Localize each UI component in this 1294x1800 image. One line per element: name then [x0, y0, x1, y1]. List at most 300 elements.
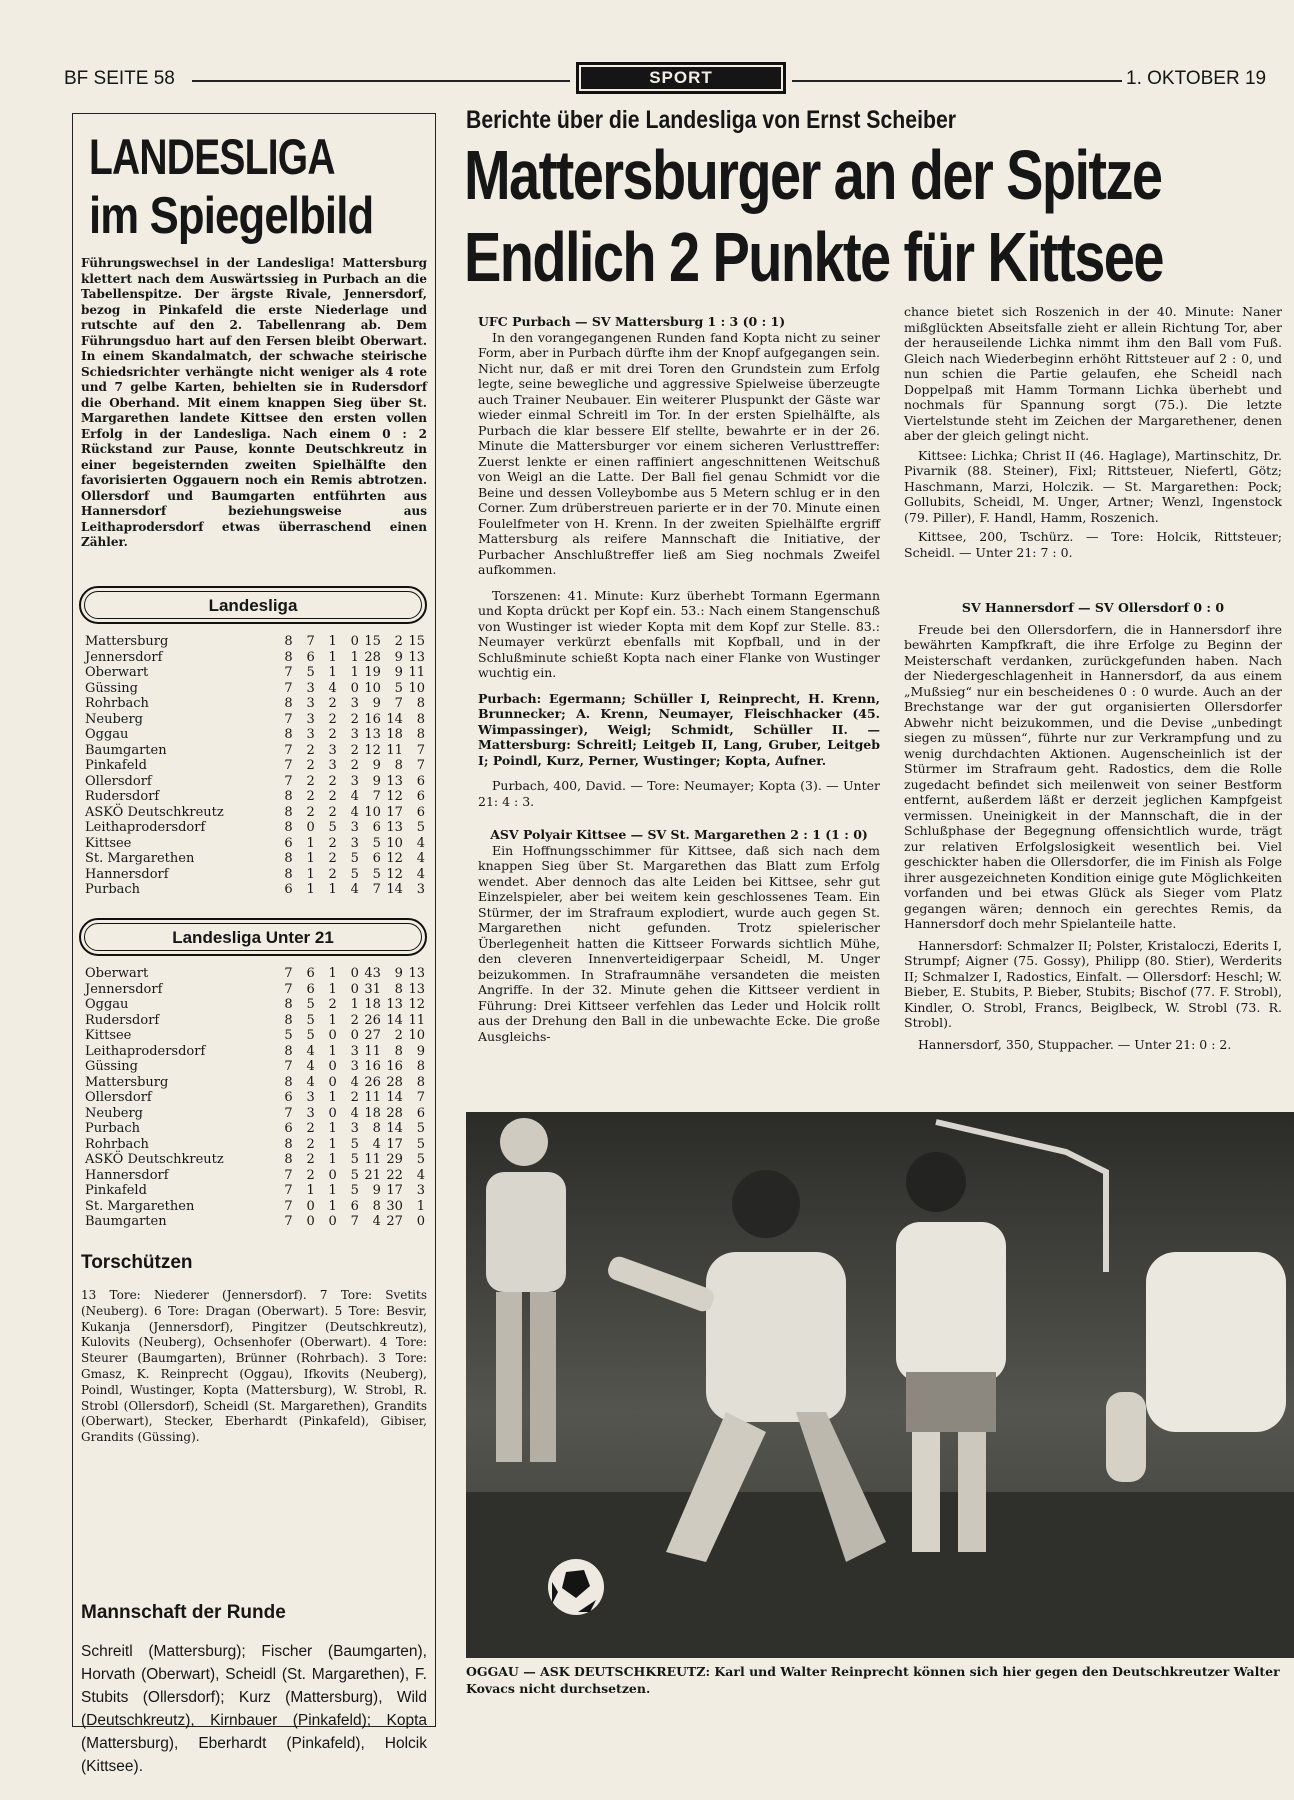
stat-cell: 8 [284, 727, 293, 742]
stat-cell: 1 [350, 665, 359, 680]
stat-cell: 1 [350, 649, 359, 665]
stat-cell: 8 [284, 649, 293, 665]
stat-cell: 13 [386, 773, 403, 789]
table-row [85, 836, 425, 852]
stat-cell: 7 [284, 981, 293, 997]
stat-cell: 4 [372, 1136, 381, 1152]
stat-cell: 3 [416, 1183, 425, 1198]
stat-cell: 1 [328, 1090, 337, 1105]
stat-cell: 4 [416, 1167, 425, 1183]
page-label: BF SEITE 58 [64, 68, 175, 89]
stat-cell: 1 [328, 1183, 337, 1198]
stat-cell: 3 [416, 882, 425, 897]
stat-cell: 5 [372, 835, 381, 851]
team-name-cell: Rohrbach [85, 696, 149, 711]
stat-cell: 2 [306, 773, 315, 789]
stat-cell: 8 [284, 1043, 293, 1059]
stat-cell: 16 [386, 1059, 403, 1074]
stat-cell: 7 [284, 1059, 293, 1074]
stat-cell: 2 [350, 1012, 359, 1028]
photo-caption: OGGAU — ASK DEUTSCHKREUTZ: Karl und Walter Reinprecht können sich hier gegen den Deutschkreutzer Walter Kovacs nicht durchsetzen. [466, 1664, 1280, 1696]
table-row [85, 851, 425, 867]
sidebar-title-line2: im Spiegelbild [89, 187, 374, 245]
table-row [85, 1121, 425, 1137]
stat-cell: 2 [306, 758, 315, 773]
stat-cell: 5 [416, 1152, 425, 1167]
table-row [85, 867, 425, 883]
stat-cell: 12 [386, 851, 403, 866]
stat-cell: 1 [328, 665, 337, 680]
stat-cell: 28 [386, 1105, 403, 1121]
stat-cell: 6 [306, 981, 315, 997]
stat-cell: 3 [306, 1105, 315, 1121]
stat-cell: 15 [364, 634, 381, 649]
stat-cell: 1 [306, 835, 315, 851]
stat-cell: 3 [350, 696, 359, 711]
stat-cell: 2 [328, 789, 337, 804]
table-row [85, 882, 425, 898]
stat-cell: 17 [386, 1136, 403, 1152]
team-name-cell: ASKÖ Deutschkreutz [85, 1152, 224, 1167]
team-name-cell: Ollersdorf [85, 1090, 152, 1105]
stat-cell: 1 [306, 851, 315, 866]
spacer [478, 578, 880, 588]
match3-title: SV Hannersdorf — SV Ollersdorf 0 : 0 [961, 600, 1225, 615]
stat-cell: 5 [328, 820, 337, 835]
table-row [85, 681, 425, 697]
stat-cell: 6 [416, 773, 425, 789]
team-name-cell: Hannersdorf [85, 866, 169, 882]
stat-cell: 5 [306, 997, 315, 1012]
stat-cell: 3 [350, 1121, 359, 1136]
team-name-cell: Mattersburg [85, 634, 169, 649]
stat-cell: 5 [350, 1167, 359, 1183]
stat-cell: 1 [328, 1012, 337, 1028]
stat-cell: 3 [350, 835, 359, 851]
stat-cell: 1 [328, 882, 337, 897]
stat-cell: 6 [284, 835, 293, 851]
u21-standings-table [85, 966, 425, 1230]
stat-cell: 27 [364, 1028, 381, 1043]
team-name-cell: Kittsee [85, 835, 132, 851]
stat-cell: 1 [328, 1152, 337, 1167]
table-row [85, 966, 425, 982]
article-kicker: Berichte über die Landesliga von Ernst Scheiber [466, 106, 957, 134]
stat-cell: 4 [306, 1074, 315, 1090]
team-name-cell: Güssing [85, 680, 138, 696]
stat-cell: 14 [386, 1012, 403, 1028]
sidebar-intro: Führungswechsel in der Landesliga! Mattersburg klettert nach dem Auswärtssieg in Purbach an die Tabellenspitze. Der ärgste Rivale, Jennersdorf, bezog in Pinkafeld die erste Niederlage und rutschte auf den 2. Tabellenrang ab. Dem Führungsduo hart auf den Fersen bleibt Oberwart. In einem Skandalmatch, der schwache steirische Schiedsrichter verhängte nicht weniger als 4 rote und 7 gelbe Karten, behielten sie in Rudersdorf die Oberhand. Mit einem knappen Sieg über St. Margarethen landete Kittsee den ersten vollen Erfolg in der Landesliga. Nach einem 0 : 2 Rückstand zur Pause, konnte Deutschkreutz in einer begeisternden zweiten Spielhälfte den favorisierten Oggauern noch ein Remis abtrotzen. Ollersdorf und Baumgarten entführten aus Hannersdorf beziehungsweise aus Leithaprodersdorf etwas überraschend einen Zähler. [81, 256, 427, 549]
table-row [85, 1106, 425, 1122]
team-of-round-title: Mannschaft der Runde [81, 1602, 286, 1623]
stat-cell: 0 [306, 1214, 315, 1229]
stat-cell: 11 [386, 742, 403, 758]
team-name-cell: Pinkafeld [85, 758, 147, 773]
stat-cell: 2 [328, 851, 337, 866]
stat-cell: 11 [364, 1090, 381, 1105]
team-name-cell: St. Margarethen [85, 1198, 195, 1214]
stat-cell: 9 [416, 1043, 425, 1059]
stat-cell: 8 [394, 758, 403, 773]
spacer [478, 681, 880, 691]
stat-cell: 0 [350, 966, 359, 981]
stat-cell: 18 [364, 1105, 381, 1121]
stat-cell: 1 [328, 1043, 337, 1059]
table-row [85, 1199, 425, 1215]
stat-cell: 8 [416, 696, 425, 711]
stat-cell: 14 [386, 1090, 403, 1105]
stat-cell: 7 [284, 966, 293, 981]
stat-cell: 2 [350, 758, 359, 773]
article-column-1 [478, 314, 880, 1044]
stat-cell: 30 [386, 1198, 403, 1214]
stat-cell: 3 [350, 820, 359, 835]
stat-cell: 26 [364, 1074, 381, 1090]
stat-cell: 8 [284, 634, 293, 649]
stat-cell: 9 [372, 1183, 381, 1198]
stat-cell: 5 [306, 1028, 315, 1043]
team-name-cell: Ollersdorf [85, 773, 152, 789]
stat-cell: 3 [306, 727, 315, 742]
stat-cell: 2 [350, 711, 359, 727]
stat-cell: 28 [364, 649, 381, 665]
stat-cell: 7 [284, 665, 293, 680]
match1-goals: Torszenen: 41. Minute: Kurz überhebt Tormann Egermann und Kopta drückt per Kopf ein. 53.: Nach einem Stangenschuß von Wustinger ist wieder Kopta mit dem Kopf zur Stelle. 83.: Neumayer verkürzt ebenfalls mit Kopfball, und in der Schlußminute schießt Kopta nach einer Flanke von Wustinger wuchtig ein. [478, 587, 880, 680]
stat-cell: 0 [350, 981, 359, 997]
stat-cell: 7 [284, 1183, 293, 1198]
section-label-box [576, 62, 786, 94]
stat-cell: 1 [328, 634, 337, 649]
match-photo-graphic [466, 1112, 1294, 1658]
stat-cell: 9 [394, 649, 403, 665]
stat-cell: 10 [408, 1028, 425, 1043]
table-row [85, 820, 425, 836]
stat-cell: 0 [306, 820, 315, 835]
stat-cell: 4 [328, 680, 337, 696]
stat-cell: 3 [306, 680, 315, 696]
stat-cell: 6 [350, 1198, 359, 1214]
table-row [85, 1013, 425, 1029]
stat-cell: 8 [416, 1059, 425, 1074]
stat-cell: 8 [284, 866, 293, 882]
stat-cell: 0 [350, 634, 359, 649]
stat-cell: 0 [350, 1028, 359, 1043]
stat-cell: 4 [350, 1105, 359, 1121]
team-name-cell: Rudersdorf [85, 1012, 160, 1028]
stat-cell: 16 [364, 1059, 381, 1074]
team-name-cell: Jennersdorf [85, 981, 163, 997]
stat-cell: 18 [364, 997, 381, 1012]
stat-cell: 2 [306, 742, 315, 758]
stat-cell: 9 [394, 966, 403, 981]
stat-cell: 11 [364, 1152, 381, 1167]
stat-cell: 3 [306, 711, 315, 727]
stat-cell: 2 [328, 727, 337, 742]
stat-cell: 0 [328, 1105, 337, 1121]
stat-cell: 4 [372, 1214, 381, 1229]
stat-cell: 5 [350, 1183, 359, 1198]
stat-cell: 16 [364, 711, 381, 727]
team-name-cell: Rudersdorf [85, 789, 160, 804]
team-name-cell: Pinkafeld [85, 1183, 147, 1198]
match1-lineups: Purbach: Egermann; Schüller I, Reinprecht, H. Krenn, Brunnecker; A. Krenn, Neumayer, Fleischhacker (45. Wimpassinger), Weigl; Schmidt, Schüller II. — Mattersburg: Schreitl; Leitgeb II, Lang, Gruber, Leitgeb I; Poindl, Kurz, Perner, Wustinger; Kopta, Aufner. [478, 690, 880, 768]
table-row [85, 712, 425, 728]
team-name-cell: ASKÖ Deutschkreutz [85, 804, 224, 820]
stat-cell: 10 [408, 680, 425, 696]
sidebar-title-line1: LANDESLIGA [89, 129, 335, 185]
stat-cell: 3 [306, 1090, 315, 1105]
stat-cell: 1 [328, 1121, 337, 1136]
stat-cell: 7 [284, 1105, 293, 1121]
stat-cell: 6 [284, 1121, 293, 1136]
headline-line1: Mattersburger an der Spitze [464, 136, 1162, 214]
stat-cell: 6 [306, 649, 315, 665]
stat-cell: 2 [350, 742, 359, 758]
stat-cell: 13 [386, 997, 403, 1012]
stat-cell: 10 [364, 680, 381, 696]
table-row [85, 1152, 425, 1168]
stat-cell: 10 [364, 804, 381, 820]
stat-cell: 2 [328, 866, 337, 882]
team-name-cell: Oggau [85, 727, 129, 742]
stat-cell: 18 [386, 727, 403, 742]
stat-cell: 2 [350, 1090, 359, 1105]
match2-lineups: Kittsee: Lichka; Christ II (46. Haglage), Martinschitz, Dr. Pivarnik (88. Steiner), Fixl; Rittsteuer, Niefertl, Götz; Haschmann, Marzi, Holczik. — St. Margarethen: Pock; Gollubits, Scheidl, M. Unger, Artner; Wenzl, Ingenstock (79. Piller), F. Handl, Hamm, Roszenich. [904, 447, 1282, 525]
table1-title-pill [79, 586, 427, 624]
stat-cell: 5 [394, 680, 403, 696]
stat-cell: 19 [364, 665, 381, 680]
stat-cell: 7 [350, 1214, 359, 1229]
table-row [85, 997, 425, 1013]
stat-cell: 2 [306, 1152, 315, 1167]
table-row [85, 1090, 425, 1106]
table-row [85, 650, 425, 666]
stat-cell: 7 [416, 1090, 425, 1105]
stat-cell: 2 [328, 835, 337, 851]
stat-cell: 6 [416, 1105, 425, 1121]
stat-cell: 8 [284, 804, 293, 820]
table-row [85, 665, 425, 681]
section-label: SPORT [581, 67, 781, 89]
stat-cell: 6 [372, 851, 381, 866]
stat-cell: 0 [328, 1059, 337, 1074]
stat-cell: 14 [386, 882, 403, 897]
stat-cell: 2 [328, 804, 337, 820]
stat-cell: 2 [306, 1121, 315, 1136]
header-rule-right [792, 80, 1122, 82]
team-name-cell: Mattersburg [85, 1074, 169, 1090]
match2-report: Ein Hoffnungsschimmer für Kittsee, daß sich nach dem knappen Sieg über St. Margarethen das Blatt zum Erfolg wendet. Aber dennoch das alte Leiden bei Kittsee, sehr gut Einzelspieler, aber bei weitem kein geschlossenes Team. Ein Stürmer, der im Strafraum explodiert, wurde auch gegen St. Margarethen nicht gefunden. Trotz spielerischer Überlegenheit hatten die Kittseer Forwards sichtlich Mühe, den cleveren Innenverteidigerpaar Scheidl, M. Unger beizukommen. In Strafraumnähe versandeten die meisten Angriffe. In der 32. Minute gehen die Kittseer verdient in Führung: Drei Kittseer verfehlen das Leder und Holcik rollt aus der Drehung den Ball in die unbewachte Ecke. Die große Ausgleichs- [478, 842, 880, 1044]
stat-cell: 14 [386, 1121, 403, 1136]
stat-cell: 9 [372, 696, 381, 711]
stat-cell: 5 [416, 820, 425, 835]
stat-cell: 8 [416, 711, 425, 727]
match3-facts: Hannersdorf, 350, Stuppacher. — Unter 21: 0 : 2. [918, 1036, 1232, 1052]
match2-title: ASV Polyair Kittsee — SV St. Margarethen 2 : 1 (1 : 0) [490, 827, 868, 842]
stat-cell: 2 [328, 711, 337, 727]
stat-cell: 2 [306, 789, 315, 804]
stat-cell: 4 [416, 835, 425, 851]
stat-cell: 7 [284, 711, 293, 727]
stat-cell: 8 [284, 1136, 293, 1152]
team-name-cell: Leithaprodersdorf [85, 1043, 206, 1059]
stat-cell: 7 [284, 1214, 293, 1229]
stat-cell: 8 [284, 820, 293, 835]
stat-cell: 28 [386, 1074, 403, 1090]
team-name-cell: Baumgarten [85, 1214, 167, 1229]
stat-cell: 2 [394, 634, 403, 649]
stat-cell: 5 [350, 1152, 359, 1167]
stat-cell: 1 [328, 1136, 337, 1152]
stat-cell: 13 [386, 820, 403, 835]
stat-cell: 7 [372, 882, 381, 897]
stat-cell: 2 [328, 997, 337, 1012]
stat-cell: 3 [328, 742, 337, 758]
stat-cell: 6 [372, 820, 381, 835]
stat-cell: 7 [284, 1167, 293, 1183]
match3-report: Freude bei den Ollersdorfern, die in Hannersdorf ihre bewährten Kampfkraft, die ihre Erfolge zu Beginn der Meisterschaft verdanken, zurückgefunden haben. Nach der Niedergeschlagenheit in Hannersdorf, da aus einem „Mußsieg“ nur ein bescheidenes 0 : 0 wurde. Auch an der Brechstange war der gut organisierten Ollersdorfer Abwehr nicht beizukommen, und die Devise „unbedingt siegen zu müssen“, führte nur zur Verkrampfung und zu wenig durchdachten Aktionen. Augenscheinlich ist der Stürmer im Strafraum geht. Radostics, dem die Rolle zugedacht befindet sich meilenweit von seiner Bestform entfernt, außerdem läßt er derzeit jeglichen Kampfgeist vermissen. Uneinigkeit in der Mannschaft, die in der Schlußphase der Begegnung offensichtlich wurde, trägt zur relativen Erfolgslosigkeit wesentlich bei. Viel geschickter haben die Ollersdorfer, die im Finish als Folge ihrer ausgezeichneten Kondition einige gute Möglichkeiten vorfanden und bei etwas Glück als Sieger vom Platz gegangen wären; dennoch ein gerechtes Remis, da Hannersdorf doch mehr Spielanteile hatte. [904, 621, 1282, 931]
stat-cell: 15 [408, 634, 425, 649]
stat-cell: 1 [306, 1183, 315, 1198]
spacer [478, 809, 880, 827]
stat-cell: 9 [394, 665, 403, 680]
match2-report-cont: chance bietet sich Roszenich in der 40. Minute: Naner mißglückten Abseitsfalle zieht er allein Richtung Tor, aber der herauseilende Lichka nimmt ihm den Ball vom Fuß. Gleich nach Wiederbeginn erhöht Rittsteuer auf 2 : 0, und nun schien die Partie gelaufen, ehe Scheidl nach Doppelpaß mit Hamm Tormann Lichka überhebt und nochmals für Spannung sorgt (75.). Die letzte Viertelstunde steht im Zeichen der Margarethener, denen aber der gleich gelingt nicht. [904, 304, 1282, 443]
stat-cell: 7 [284, 680, 293, 696]
stat-cell: 12 [364, 742, 381, 758]
stat-cell: 11 [408, 665, 425, 680]
match3-lineups: Hannersdorf: Schmalzer II; Polster, Kristaloczi, Ederits I, Strumpf; Aigner (75. Gossy), Philipp (80. Stier), Werderits II; Schmalzer I, Radostics, Einfalt. — Ollersdorf: Heschl; W. Bieber, E. Stubits, P. Bieber, Stubits; Bischof (77. F. Strobl), Kindler, O. Strobl, Francs, Beiglbeck, W. Strobl (73. R. Strobl). [904, 937, 1282, 1030]
table-row [85, 789, 425, 805]
stat-cell: 4 [306, 1043, 315, 1059]
stat-cell: 11 [364, 1043, 381, 1059]
stat-cell: 12 [408, 997, 425, 1012]
article-column-2 [904, 304, 1282, 1104]
stat-cell: 31 [364, 981, 381, 997]
table-row [85, 727, 425, 743]
stat-cell: 0 [416, 1214, 425, 1229]
table-row [85, 1183, 425, 1199]
stat-cell: 2 [328, 696, 337, 711]
spacer [904, 560, 1282, 600]
stat-cell: 3 [350, 773, 359, 789]
table-row [85, 1168, 425, 1184]
stat-cell: 6 [306, 966, 315, 981]
stat-cell: 3 [350, 1059, 359, 1074]
stat-cell: 1 [350, 997, 359, 1012]
stat-cell: 14 [386, 711, 403, 727]
stat-cell: 5 [350, 1136, 359, 1152]
football [548, 1559, 604, 1615]
stat-cell: 1 [328, 981, 337, 997]
stat-cell: 26 [364, 1012, 381, 1028]
team-of-round-list: Schreitl (Mattersburg); Fischer (Baumgarten), Horvath (Oberwart), Scheidl (St. Margarethen), F. Stubits (Ollersdorf); Kurz (Mattersburg), Wild (Deutschkreutz), Kirnbauer (Pinkafeld); Kopta (Mattersburg), Eberhardt (Pinkafeld), Holcik (Kittsee). [81, 1643, 427, 1775]
stat-cell: 2 [394, 1028, 403, 1043]
stat-cell: 3 [306, 696, 315, 711]
stat-cell: 0 [328, 1028, 337, 1043]
stat-cell: 5 [350, 851, 359, 866]
page-date: 1. OKTOBER 19 [1126, 68, 1267, 89]
stat-cell: 8 [284, 789, 293, 804]
match1-facts: Purbach, 400, David. — Tore: Neumayer; Kopta (3). — Unter 21: 4 : 3. [478, 778, 880, 809]
spacer [478, 768, 880, 778]
stat-cell: 7 [416, 742, 425, 758]
stat-cell: 1 [416, 1198, 425, 1214]
stat-cell: 5 [416, 1121, 425, 1136]
stat-cell: 4 [350, 804, 359, 820]
table-row [85, 1028, 425, 1044]
stat-cell: 1 [328, 966, 337, 981]
table-row [85, 634, 425, 650]
stat-cell: 2 [306, 804, 315, 820]
table-row [85, 1075, 425, 1091]
standings-table [85, 634, 425, 898]
team-name-cell: Purbach [85, 1121, 141, 1136]
team-name-cell: Oberwart [85, 966, 149, 981]
stat-cell: 7 [372, 789, 381, 804]
stat-cell: 8 [394, 981, 403, 997]
stat-cell: 7 [284, 1198, 293, 1214]
stat-cell: 0 [328, 1074, 337, 1090]
stat-cell: 17 [386, 1183, 403, 1198]
stat-cell: 13 [408, 981, 425, 997]
stat-cell: 21 [364, 1167, 381, 1183]
stat-cell: 4 [350, 1074, 359, 1090]
team-name-cell: Baumgarten [85, 742, 167, 758]
stat-cell: 0 [306, 1198, 315, 1214]
table-row [85, 743, 425, 759]
stat-cell: 8 [284, 997, 293, 1012]
scorers-title: Torschützen [81, 1252, 193, 1273]
stat-cell: 4 [416, 851, 425, 866]
stat-cell: 12 [386, 789, 403, 804]
stat-cell: 12 [386, 866, 403, 882]
stat-cell: 5 [306, 1012, 315, 1028]
stat-cell: 8 [394, 1043, 403, 1059]
stat-cell: 17 [386, 804, 403, 820]
stat-cell: 8 [284, 1074, 293, 1090]
team-name-cell: Oggau [85, 997, 129, 1012]
team-name-cell: Leithaprodersdorf [85, 820, 206, 835]
stat-cell: 3 [350, 1043, 359, 1059]
stat-cell: 2 [328, 773, 337, 789]
sidebar-box [72, 113, 436, 1775]
stat-cell: 8 [372, 1121, 381, 1136]
stat-cell: 6 [284, 882, 293, 897]
table-row [85, 982, 425, 998]
stat-cell: 4 [416, 866, 425, 882]
stat-cell: 1 [306, 866, 315, 882]
team-name-cell: Kittsee [85, 1028, 132, 1043]
team-name-cell: St. Margarethen [85, 851, 195, 866]
table-row [85, 1044, 425, 1060]
stat-cell: 9 [372, 773, 381, 789]
team-name-cell: Neuberg [85, 1105, 143, 1121]
stat-cell: 3 [350, 727, 359, 742]
stat-cell: 29 [386, 1152, 403, 1167]
table2-title: Landesliga Unter 21 [84, 923, 422, 951]
table-row [85, 774, 425, 790]
stat-cell: 22 [386, 1167, 403, 1183]
stat-cell: 7 [306, 634, 315, 649]
stat-cell: 1 [328, 1198, 337, 1214]
team-name-cell: Jennersdorf [85, 649, 163, 665]
stat-cell: 8 [284, 1012, 293, 1028]
match1-report: In den vorangegangenen Runden fand Kopta nicht zu seiner Form, aber in Purbach dürfte ihm der Knopf aufgegangen sein. Nicht nur, daß er mit drei Toren den Grundstein zum Erfolg legte, seine bewegliche und aggressive Spielweise überzeugte auch Trainer Neubauer. Ein weiterer Pluspunkt der Gäste war wieder einmal Schreitl im Tor. In der ersten Spielhälfte, als Purbach die klar bessere Elf stellte, bewahrte er in der 26. Minute die Mattersburger vor einem sicheren Verlusttreffer: Zuerst lenkte er einen raffiniert angeschnittenen Weitschuß von Weigl an die Latte. Der Ball fiel genau Schmidt vor die Beine und dessen Volleybombe aus 5 Metern schlug er in den Corner. Zum drüberstreuen parierte er in der 70. Minute einen Foulelfmeter von H. Krenn. In der zweiten Spielhälfte ergriff Mattersburg als reifere Mannschaft die Initiative, der Purbacher Anschlußtreffer ließ am Sieg nochmals Zweifel aufkommen. [478, 329, 880, 577]
stat-cell: 7 [284, 758, 293, 773]
stat-cell: 8 [284, 851, 293, 866]
stat-cell: 8 [372, 1198, 381, 1214]
stat-cell: 7 [416, 758, 425, 773]
